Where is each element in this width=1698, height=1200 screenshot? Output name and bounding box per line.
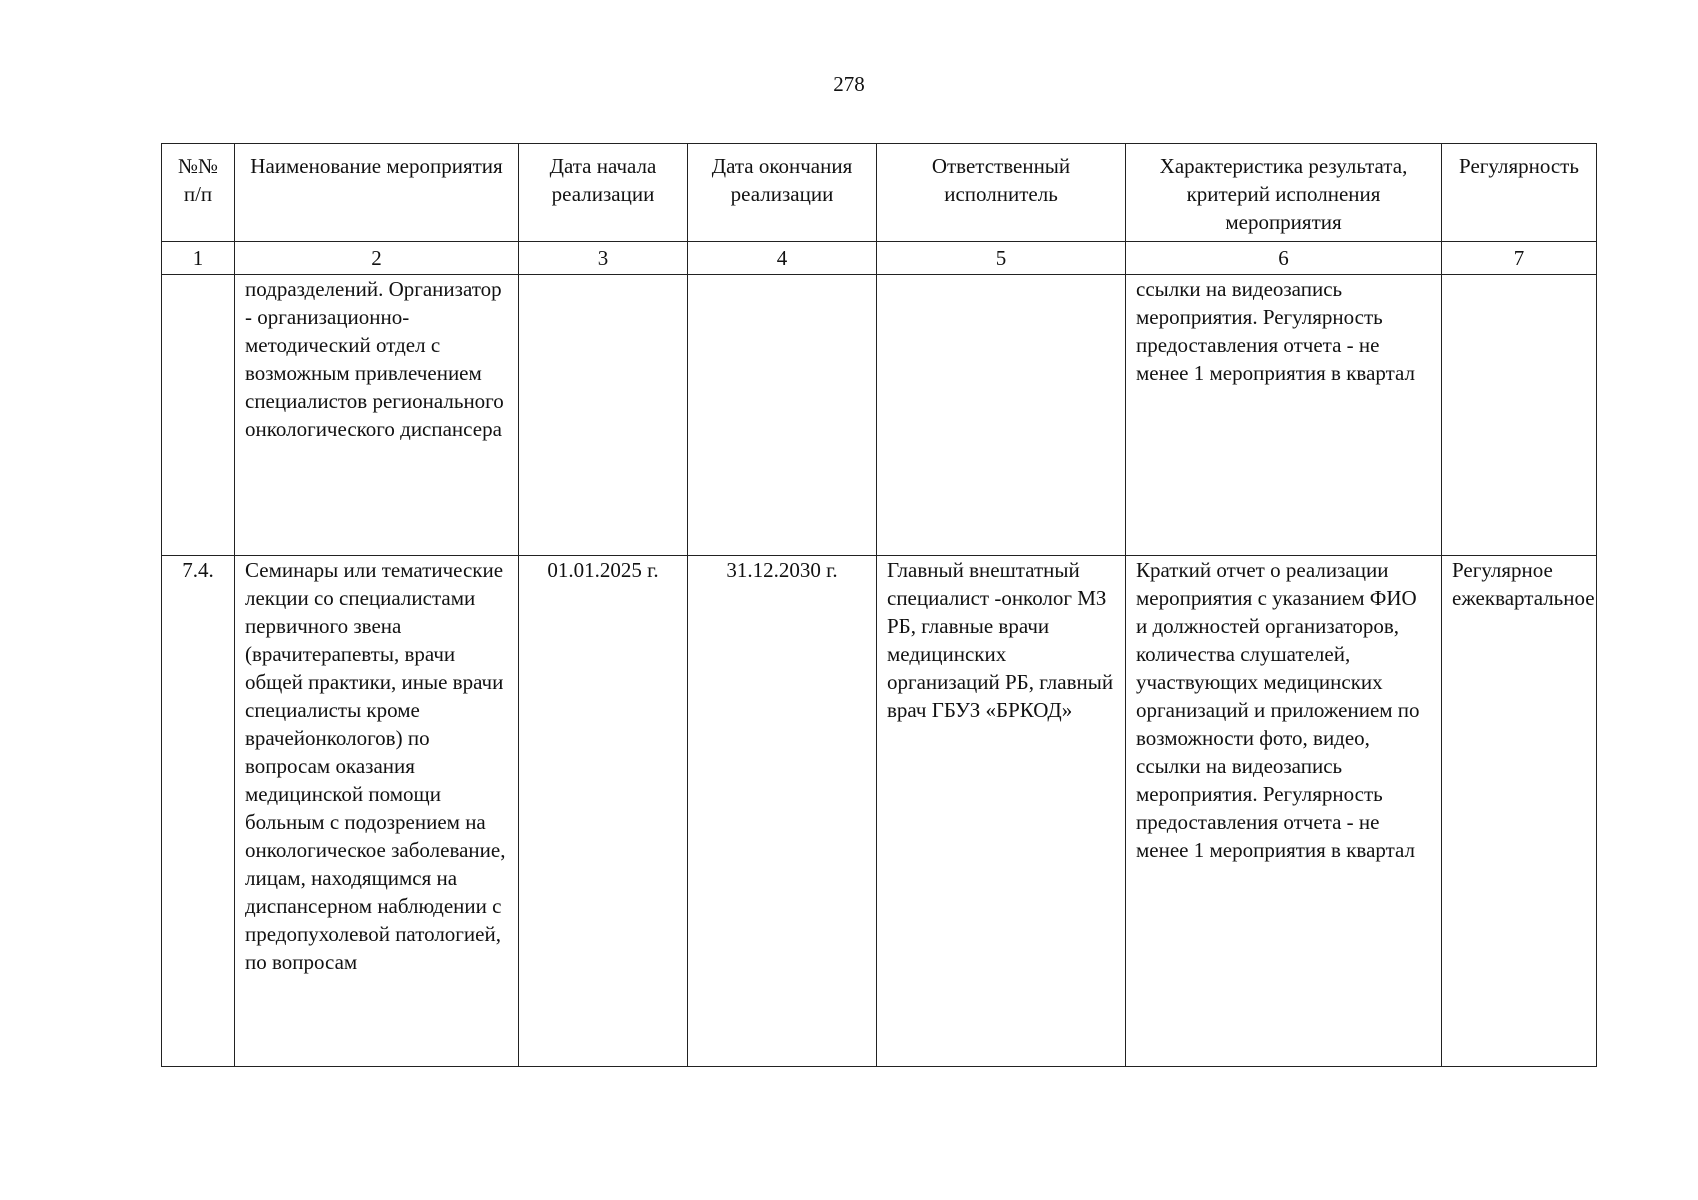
measure-name: подразделений. Организатор - организационно-методический отдел с возможным привлечением специалистов регионального онкологического диспансера: [235, 275, 519, 556]
column-number: 5: [877, 242, 1126, 275]
header-start-date: Дата начала реализации: [519, 144, 688, 242]
column-number: 2: [235, 242, 519, 275]
header-result: Характеристика результата, критерий исполнения мероприятия: [1126, 144, 1442, 242]
regularity: [1442, 275, 1597, 556]
end-date: 31.12.2030 г.: [688, 556, 877, 1067]
column-number: 6: [1126, 242, 1442, 275]
table-row: [162, 556, 1597, 1067]
header-regularity: Регулярность: [1442, 144, 1597, 242]
result-description: Краткий отчет о реализации мероприятия с указанием ФИО и должностей организаторов, количества слушателей, участвующих медицинских организаций и приложением по возможности фото, видео, ссылки на видеозапись мероприятия. Регулярность предоставления отчета - не менее 1 мероприятия в квартал: [1126, 556, 1442, 1067]
table-header-row: [162, 144, 1597, 242]
start-date: 01.01.2025 г.: [519, 556, 688, 1067]
column-number: 3: [519, 242, 688, 275]
measure-name: Семинары или тематические лекции со специалистами первичного звена (врачитерапевты, врачи общей практики, иные врачи специалисты кроме врачейонкологов) по вопросам оказания медицинской помощи больным с подозрением на онкологическое заболевание, лицам, находящимся на диспансерном наблюдении с предопухолевой патологией, по вопросам: [235, 556, 519, 1067]
table-row: [162, 275, 1597, 556]
measures-table: [161, 143, 1597, 1067]
responsible: [877, 275, 1126, 556]
header-responsible: Ответственный исполнитель: [877, 144, 1126, 242]
row-number: [162, 275, 235, 556]
result-description: ссылки на видеозапись мероприятия. Регулярность предоставления отчета - не менее 1 мероприятия в квартал: [1126, 275, 1442, 556]
start-date: [519, 275, 688, 556]
page-number: 278: [833, 72, 865, 96]
header-end-date: Дата окончания реализации: [688, 144, 877, 242]
column-number: 7: [1442, 242, 1597, 275]
header-number: №№ п/п: [162, 144, 235, 242]
row-number: 7.4.: [162, 556, 235, 1067]
column-number-row: [162, 242, 1597, 275]
column-number: 1: [162, 242, 235, 275]
regularity: Регулярное ежеквартальное: [1442, 556, 1597, 1067]
header-measure-name: Наименование мероприятия: [235, 144, 519, 242]
responsible: Главный внештатный специалист -онколог МЗ РБ, главные врачи медицинских организаций РБ, главный врач ГБУЗ «БРКОД»: [877, 556, 1126, 1067]
column-number: 4: [688, 242, 877, 275]
end-date: [688, 275, 877, 556]
